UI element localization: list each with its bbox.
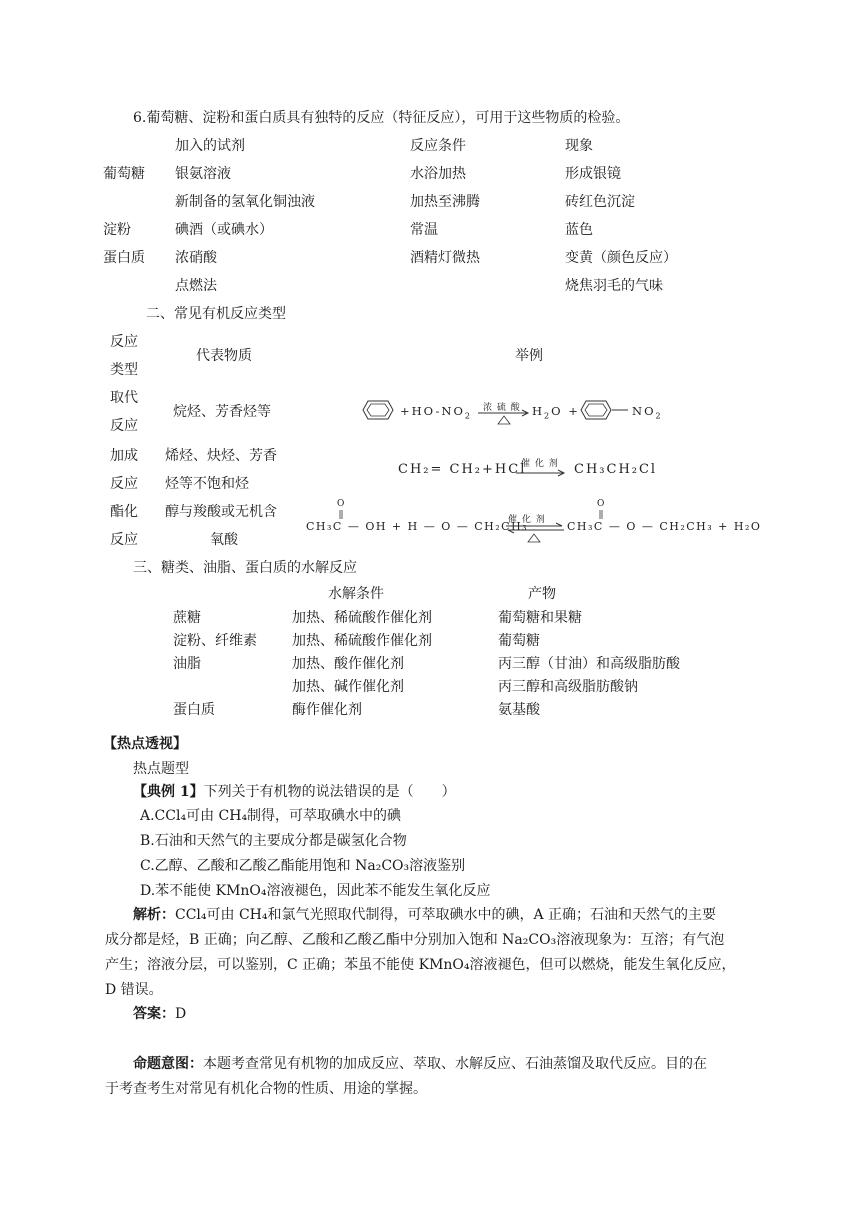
bond-line-icon xyxy=(612,409,630,411)
intent-text: 本题考查常见有机物的加成反应、萃取、水解反应、石油蒸馏及取代反应。目的在 xyxy=(203,1056,707,1072)
table-cell-substance: 淀粉 xyxy=(103,222,131,238)
representative-substance: 烯烃、炔烃、芳香 xyxy=(165,448,277,464)
analysis-line-3: 产生；溶液分层，可以鉴别，C 正确；苯虽不能使 KMnO₄溶液褪色，但可以燃烧，能发生氧化反应， xyxy=(105,957,736,973)
reaction-type-label: 反应 xyxy=(110,418,138,434)
reaction-type-label: 反应 xyxy=(110,476,138,492)
equation-products: CH₃C — O — CH₂CH₃ + H₂O xyxy=(567,520,762,533)
equation-reactant: $+HO-NO_2$ xyxy=(400,404,472,421)
section-3-title: 三、糖类、油脂、蛋白质的水解反应 xyxy=(133,560,357,576)
reaction-condition: 催 化 剂 xyxy=(521,459,559,469)
table-cell-condition: 水浴加热 xyxy=(410,166,466,182)
analysis-line-2: 成分都是烃，B 正确；向乙醇、乙酸和乙酸乙酯中分别加入饱和 Na₂CO₃溶液现象为：互溶；有气泡 xyxy=(105,932,725,948)
benzene-ring-icon xyxy=(362,400,394,420)
analysis-label: 解析： xyxy=(133,907,175,923)
reaction-type-label: 取代 xyxy=(110,390,138,406)
representative-substance: 氧酸 xyxy=(210,532,238,548)
section-6-title: 6.葡萄糖、淀粉和蛋白质具有独特的反应（特征反应），可用于这些物质的检验。 xyxy=(133,110,630,126)
table-cell-product: 氨基酸 xyxy=(498,702,540,718)
equation-reactants: CH₃C — OH + H — O — CH₂CH₃ xyxy=(306,520,529,533)
table-cell-product: 丙三醇（甘油）和高级脂肪酸 xyxy=(498,656,680,672)
table-header-example: 举例 xyxy=(515,348,543,364)
reversible-arrow-icon xyxy=(506,524,564,544)
table-cell-product: 葡萄糖和果糖 xyxy=(498,610,582,626)
reaction-arrow-icon xyxy=(478,412,530,426)
table-cell-product: 葡萄糖 xyxy=(498,633,540,649)
representative-substance: 醇与羧酸或无机含 xyxy=(165,504,277,520)
table-cell-condition: 酶作催化剂 xyxy=(292,702,362,718)
equation-product: CH₃CH₂Cl xyxy=(574,462,658,477)
carbonyl-oxygen: O xyxy=(597,499,607,509)
table-cell-reagent: 点燃法 xyxy=(175,278,217,294)
option-b: B.石油和天然气的主要成分都是碳氢化合物 xyxy=(140,833,407,849)
answer-value: D xyxy=(175,1006,187,1022)
representative-substance: 烷烃、芳香烃等 xyxy=(173,404,271,420)
table-cell-substance: 葡萄糖 xyxy=(103,166,145,182)
option-d: D.苯不能使 KMnO₄溶液褪色，因此苯不能发生氧化反应 xyxy=(140,883,491,899)
reaction-type-label: 反应 xyxy=(110,532,138,548)
table-cell-substance: 油脂 xyxy=(173,656,201,672)
col-header-phenomenon: 现象 xyxy=(565,138,593,154)
table-cell-reagent: 浓硝酸 xyxy=(175,250,217,266)
benzene-ring-icon xyxy=(580,400,612,420)
table-cell-reagent: 碘酒（或碘水） xyxy=(175,222,273,238)
hot-topic-type-label: 热点题型 xyxy=(133,761,189,777)
analysis-text: CCl₄可由 CH₄和氯气光照取代制得，可萃取碘水中的碘，A 正确；石油和天然气的主要 xyxy=(175,907,717,923)
table-cell-condition: 常温 xyxy=(410,222,438,238)
table-cell-substance: 蛋白质 xyxy=(173,702,215,718)
intent-line-2: 于考查考生对常见有机化合物的性质、用途的掌握。 xyxy=(105,1081,427,1097)
question-text: 下列关于有机物的说法错误的是（ ） xyxy=(203,784,456,800)
table-cell-condition: 加热、酸作催化剂 xyxy=(292,656,404,672)
option-a: A.CCl₄可由 CH₄制得，可萃取碘水中的碘 xyxy=(140,808,402,824)
col-header-reagent: 加入的试剂 xyxy=(175,138,245,154)
table-cell-product: 丙三醇和高级脂肪酸钠 xyxy=(498,679,638,695)
table-cell-phenomenon: 蓝色 xyxy=(565,222,593,238)
col-header-hydrolysis-condition: 水解条件 xyxy=(328,586,384,602)
table-cell-phenomenon: 砖红色沉淀 xyxy=(565,194,635,210)
table-cell-substance: 淀粉、纤维素 xyxy=(173,633,257,649)
reaction-type-label: 加成 xyxy=(110,448,138,464)
option-c: C.乙醇、乙酸和乙酸乙酯能用饱和 Na₂CO₃溶液鉴别 xyxy=(140,858,466,874)
table-header-type-1: 反应 xyxy=(110,334,138,350)
reaction-condition: 催 化 剂 xyxy=(508,515,546,525)
intent-line-1 xyxy=(133,1054,707,1074)
answer-line xyxy=(133,1004,186,1024)
table-cell-substance: 蔗糖 xyxy=(173,610,201,626)
nitro-group: $NO_2$ xyxy=(632,404,663,421)
example-tag: 【典例 1】 xyxy=(133,784,204,800)
table-cell-reagent: 银氨溶液 xyxy=(175,166,231,182)
table-cell-substance: 蛋白质 xyxy=(103,250,145,266)
table-header-type-2: 类型 xyxy=(110,362,138,378)
table-cell-reagent: 新制备的氢氧化铜浊液 xyxy=(175,194,315,210)
reaction-condition: 浓 硫 酸 xyxy=(483,403,521,413)
col-header-product: 产物 xyxy=(528,586,556,602)
table-cell-condition: 加热、稀硫酸作催化剂 xyxy=(292,633,432,649)
representative-substance: 烃等不饱和烃 xyxy=(165,476,249,492)
table-cell-condition: 酒精灯微热 xyxy=(410,250,480,266)
section-2-title: 二、常见有机反应类型 xyxy=(146,306,286,322)
hot-topic-heading: 【热点透视】 xyxy=(103,736,187,752)
double-bond-icon xyxy=(339,510,343,520)
table-cell-condition: 加热、稀硫酸作催化剂 xyxy=(292,610,432,626)
col-header-condition: 反应条件 xyxy=(410,138,466,154)
analysis-line-4: D 错误。 xyxy=(105,982,163,998)
answer-label: 答案： xyxy=(133,1006,175,1022)
equation-reactants: CH₂= CH₂+HCl xyxy=(398,462,527,477)
table-cell-condition: 加热至沸腾 xyxy=(410,194,480,210)
table-cell-phenomenon: 烧焦羽毛的气味 xyxy=(565,278,663,294)
double-bond-icon xyxy=(599,510,603,520)
carbonyl-oxygen: O xyxy=(337,499,347,509)
table-cell-phenomenon: 形成银镜 xyxy=(565,166,621,182)
table-cell-condition: 加热、碱作催化剂 xyxy=(292,679,404,695)
table-header-representative: 代表物质 xyxy=(196,348,252,364)
table-cell-phenomenon: 变黄（颜色反应） xyxy=(565,250,677,266)
reaction-type-label: 酯化 xyxy=(110,504,138,520)
intent-label: 命题意图： xyxy=(133,1056,203,1072)
analysis-line-1 xyxy=(133,905,716,925)
example-question xyxy=(133,782,456,802)
reaction-arrow-icon xyxy=(516,470,566,476)
equation-product: $H_2O$ + xyxy=(532,404,580,421)
